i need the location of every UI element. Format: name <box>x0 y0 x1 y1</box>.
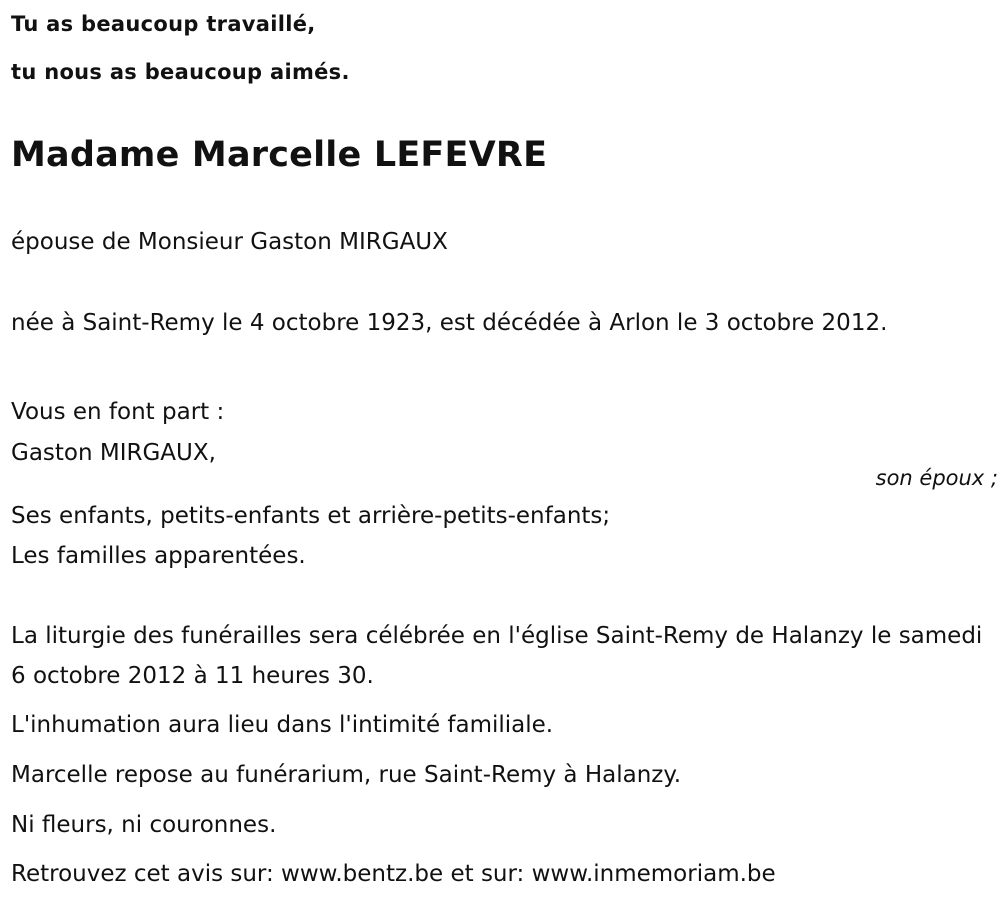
birth-death-line: née à Saint-Remy le 4 octobre 1923, est décédée à Arlon le 3 octobre 2012. <box>11 310 888 336</box>
families-line: Les familles apparentées. <box>11 543 306 569</box>
epigraph-line-1: Tu as beaucoup travaillé, <box>11 12 316 36</box>
epigraph-line-2: tu nous as beaucoup aimés. <box>11 60 350 84</box>
announcement-intro: Vous en font part : <box>11 399 225 425</box>
burial-line: L'inhumation aura lieu dans l'intimité familiale. <box>11 712 554 738</box>
children-line: Ses enfants, petits-enfants et arrière-petits-enfants; <box>11 503 611 529</box>
deceased-name: Madame Marcelle LEFEVRE <box>11 135 548 175</box>
links-line: Retrouvez cet avis sur: www.bentz.be et sur: www.inmemoriam.be <box>11 861 776 887</box>
flowers-line: Ni fleurs, ni couronnes. <box>11 812 277 838</box>
spouse-role: son époux ; <box>875 466 998 490</box>
spouse-name: Gaston MIRGAUX, <box>11 440 216 466</box>
spouse-line: épouse de Monsieur Gaston MIRGAUX <box>11 229 448 255</box>
liturgy-line: La liturgie des funérailles sera célébrée en l'église Saint-Remy de Halanzy le samedi 6 octobre 2012 à 11 heures 30. <box>11 623 983 689</box>
rest-line: Marcelle repose au funérarium, rue Saint-Remy à Halanzy. <box>11 762 681 788</box>
